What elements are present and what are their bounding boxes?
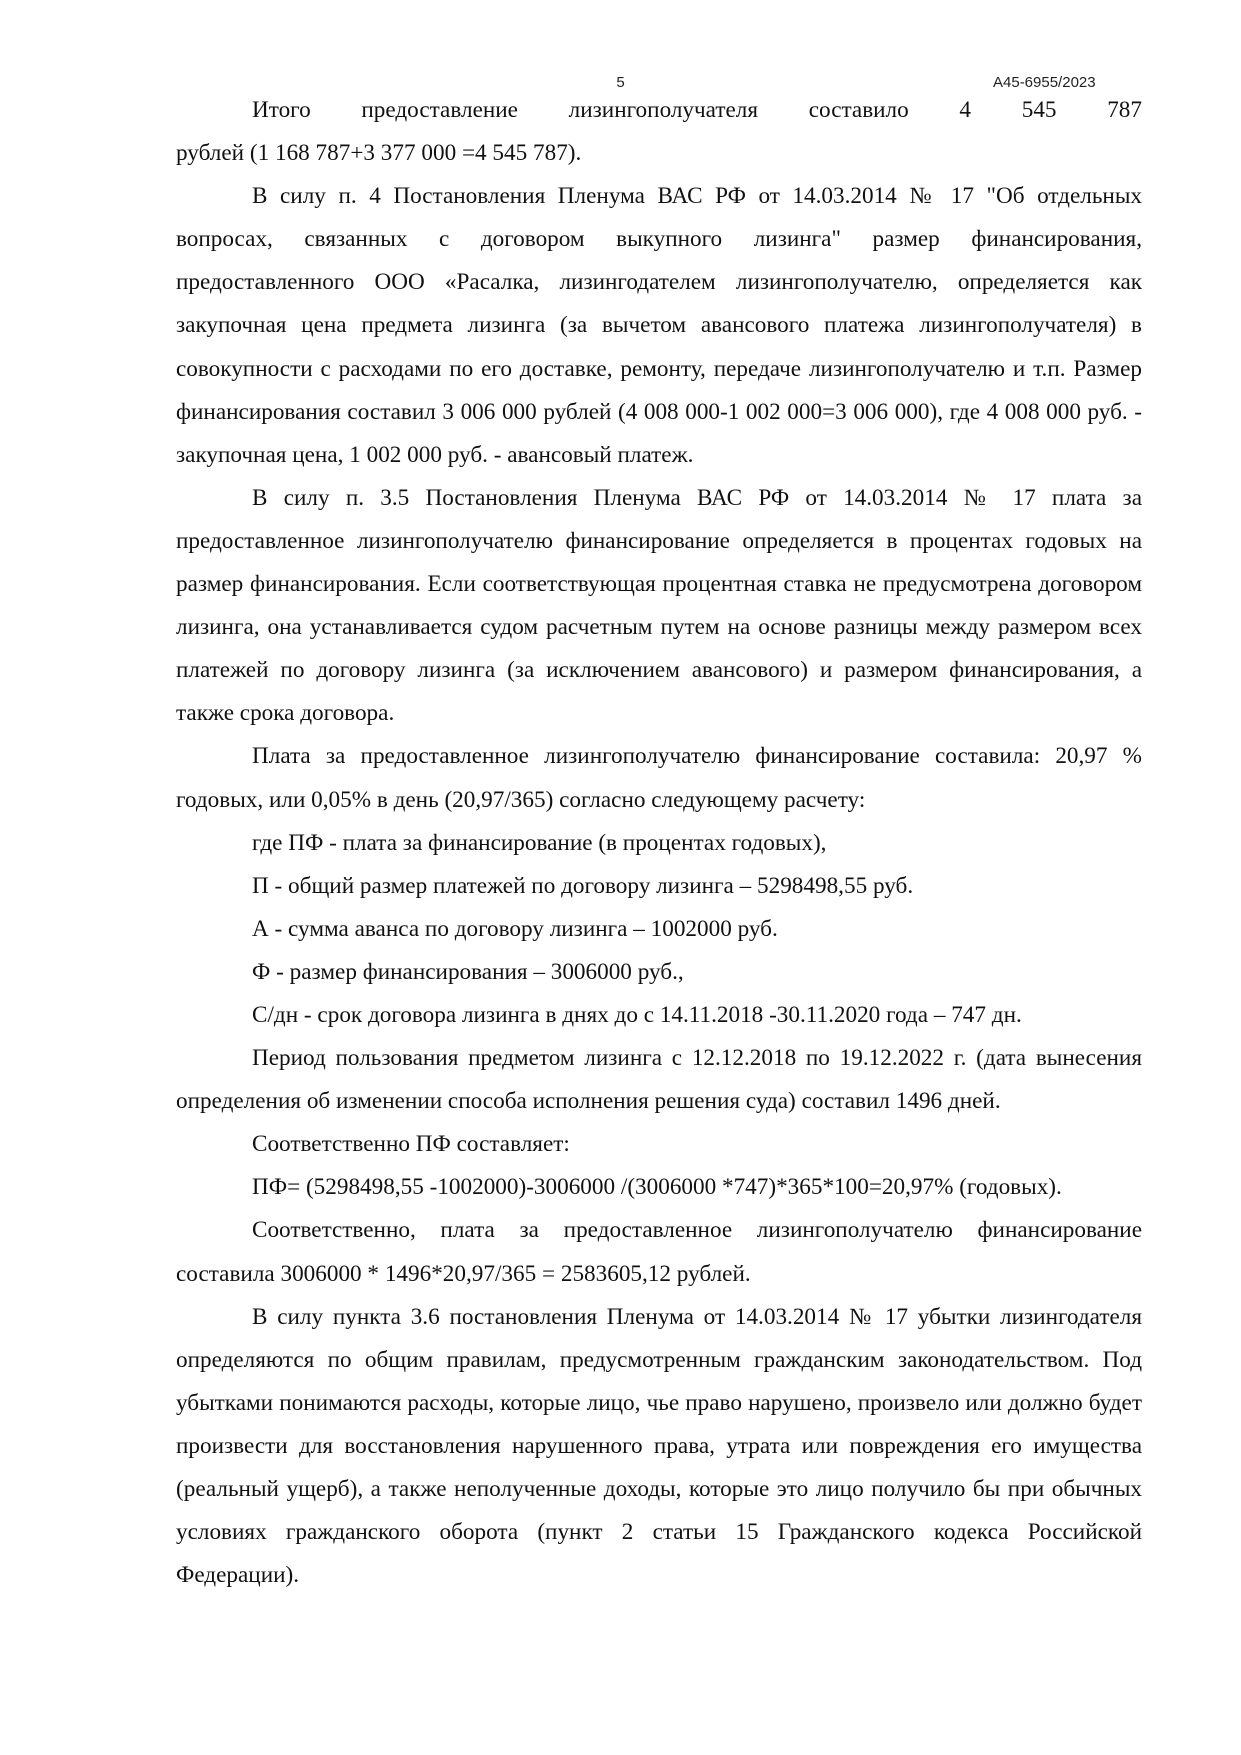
paragraph-financing-size: В силу п. 4 Постановления Пленума ВАС РФ от 14.03.2014 № 17 "Об отдельных вопросах, связанных с договором выкупного лизинга" размер финансирования, предоставленного ООО «Расалка, лизингодателем лизингополучателю, определяется как закупочная цена предмета лизинга (за вычетом авансового платежа лизингополучателя) в совокупности с расходами по его доставке, ремонту, передаче лизингополучателю и т.п. Размер финансирования составил 3 006 000 рублей (4 008 000-1 002 000=3 006 000), где 4 008 000 руб. - закупочная цена, 1 002 000 руб. - авансовый платеж. <box>176 183 1142 468</box>
paragraph-definition-a: А - сумма аванса по договору лизинга – 1002000 руб. <box>252 915 778 942</box>
paragraph-definition-pf: где ПФ - плата за финансирование (в процентах годовых), <box>252 829 827 856</box>
paragraph-pf-formula: ПФ= (5298498,55 -1002000)-3006000 /(3006000 *747)*365*100=20,97% (годовых). <box>252 1174 1062 1201</box>
paragraph-usage-period: Период пользования предметом лизинга с 12.12.2018 по 19.12.2022 г. (дата вынесения определения об изменении способа исполнения решения суда) составил 1496 дней. <box>176 1045 1142 1115</box>
document-body <box>176 89 1142 1597</box>
paragraph-definition-f: Ф - размер финансирования – 3006000 руб., <box>252 958 684 985</box>
paragraph-definition-p: П - общий размер платежей по договору лизинга – 5298498,55 руб. <box>252 872 914 899</box>
page-number: 5 <box>616 74 625 91</box>
paragraph-fee-result: Плата за предоставленное лизингополучателю финансирование составила: 20,97 % годовых, или 0,05% в день (20,97/365) согласно следующему расчету: <box>176 743 1142 813</box>
paragraph-definition-sdn: С/дн - срок договора лизинга в днях до с 14.11.2018 -30.11.2020 года – 747 дн. <box>252 1001 1022 1028</box>
paragraph-total: Итого предоставление лизингополучателя составило 4 545 787 <box>252 97 1142 123</box>
paragraph-total-continued: рублей (1 168 787+3 377 000 =4 545 787). <box>176 140 582 167</box>
case-number: А45-6955/2023 <box>993 74 1096 91</box>
paragraph-financing-fee-rule: В силу п. 3.5 Постановления Пленума ВАС РФ от 14.03.2014 № 17 плата за предоставленное лизингополучателю финансирование определяется в процентах годовых на размер финансирования. Если соответствующая процентная ставка не предусмотрена договором лизинга, она устанавливается судом расчетным путем на основе разницы между размером всех платежей по договору лизинга (за исключением авансового) и размером финансирования, а также срока договора. <box>176 484 1142 727</box>
paragraph-pf-intro: Соответственно ПФ составляет: <box>252 1131 570 1158</box>
paragraph-losses: В силу пункта 3.6 постановления Пленума от 14.03.2014 № 17 убытки лизингодателя определяются по общим правилам, предусмотренным гражданским законодательством. Под убытками понимаются расходы, которые лицо, чье право нарушено, произвело или должно будет произвести для восстановления нарушенного права, утрата или повреждения его имущества (реальный ущерб), а также неполученные доходы, которые это лицо получило бы при обычных условиях гражданского оборота (пункт 2 статьи 15 Гражданского кодекса Российской Федерации). <box>176 1303 1142 1589</box>
paragraph-fee-calculation: Соответственно, плата за предоставленное лизингополучателю финансирование составила 3006000 * 1496*20,97/365 = 2583605,12 рублей. <box>176 1217 1142 1287</box>
